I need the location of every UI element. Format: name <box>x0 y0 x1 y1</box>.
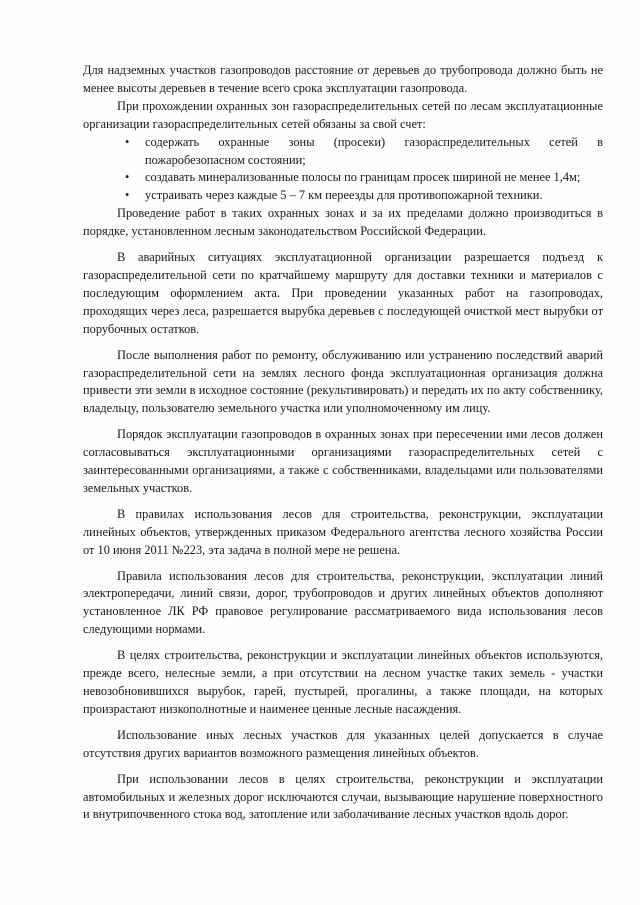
paragraph-recultivation: После выполнения работ по ремонту, обслуживанию или устранению последствий аварий газораспределительной сети на землях лесного фонда эксплуатационная организация должна привести эти земли в исходное состояние (рекультивировать) и передать их по акту собственнику, владельцу, пользователю земельного участка или уполномоченному им лицу. <box>83 347 603 416</box>
list-item: • содержать охранные зоны (просеки) газораспределительных сетей в пожаробезопасном состоянии; <box>83 134 603 170</box>
paragraph-rules-order: В правилах использования лесов для строительства, реконструкции, эксплуатации линейных объектов, утвержденных приказом Федерального агентства лесного хозяйства России от 10 июня 2011 №223, эта задача в полной мере не решена. <box>83 506 603 557</box>
paragraph-works-procedure: Проведение работ в таких охранных зонах и за их пределами должно производиться в порядке, установленном лесным законодательством Российской Федерации. <box>83 206 603 239</box>
list-item: • устраивать через каждые 5 – 7 км переезды для противопожарной техники. <box>83 187 603 205</box>
paragraph-intro: Для надземных участков газопроводов расстояние от деревьев до трубопровода должно быть не менее высоты деревьев в течение всего срока эксплуатации газопровода. <box>83 63 603 95</box>
document-body <box>83 62 603 824</box>
paragraph-roads: При использовании лесов в целях строительства, реконструкции и эксплуатации автомобильных и железных дорог исключаются случаи, вызывающие нарушение поверхностного и внутрипочвенного стока вод, затопление или заболачивание лесных участков вдоль дорог. <box>83 771 603 822</box>
paragraph-obligations-lead: При прохождении охранных зон газораспределительных сетей по лесам эксплуатационные организации газораспределительных сетей обязаны за свой счет: <box>83 98 603 131</box>
paragraph-land-priority: В целях строительства, реконструкции и эксплуатации линейных объектов используются, прежде всего, нелесные земли, а при отсутствии на лесном участке таких земель - участки невозобновившихся вырубок, гарей, пустырей, прогалины, а также площади, на которых произрастают низкополнотные и наименее ценные лесные насаждения. <box>83 648 603 716</box>
paragraph-rules-norms: Правила использования лесов для строительства, реконструкции, эксплуатации линий электропередачи, линий связи, дорог, трубопроводов и других линейных объектов дополняют установленное ЛК РФ правовое регулирование рассматриваемого вида использования лесов следующими нормами. <box>83 568 603 637</box>
paragraph-other-plots: Использование иных лесных участков для указанных целей допускается в случае отсутствия других вариантов возможного размещения линейных объектов. <box>83 727 603 760</box>
list-item: • создавать минерализованные полосы по границам просек шириной не менее 1,4м; <box>83 169 603 187</box>
paragraph-emergency: В аварийных ситуациях эксплуатационной организации разрешается подъезд к газораспределительной сети по кратчайшему маршруту для доставки техники и материалов с последующим оформлением акта. При проведении указанных работ на газопроводах, проходящих через леса, разрешается вырубка деревьев с последующей очисткой мест вырубки от порубочных остатков. <box>83 250 603 336</box>
paragraph-coordination: Порядок эксплуатации газопроводов в охранных зонах при пересечении ими лесов должен согласовываться эксплуатационными организациями газораспределительных сетей с заинтересованными организациями, а также с собственниками, владельцами или пользователями земельных участков. <box>83 427 603 495</box>
obligations-list <box>83 134 603 206</box>
